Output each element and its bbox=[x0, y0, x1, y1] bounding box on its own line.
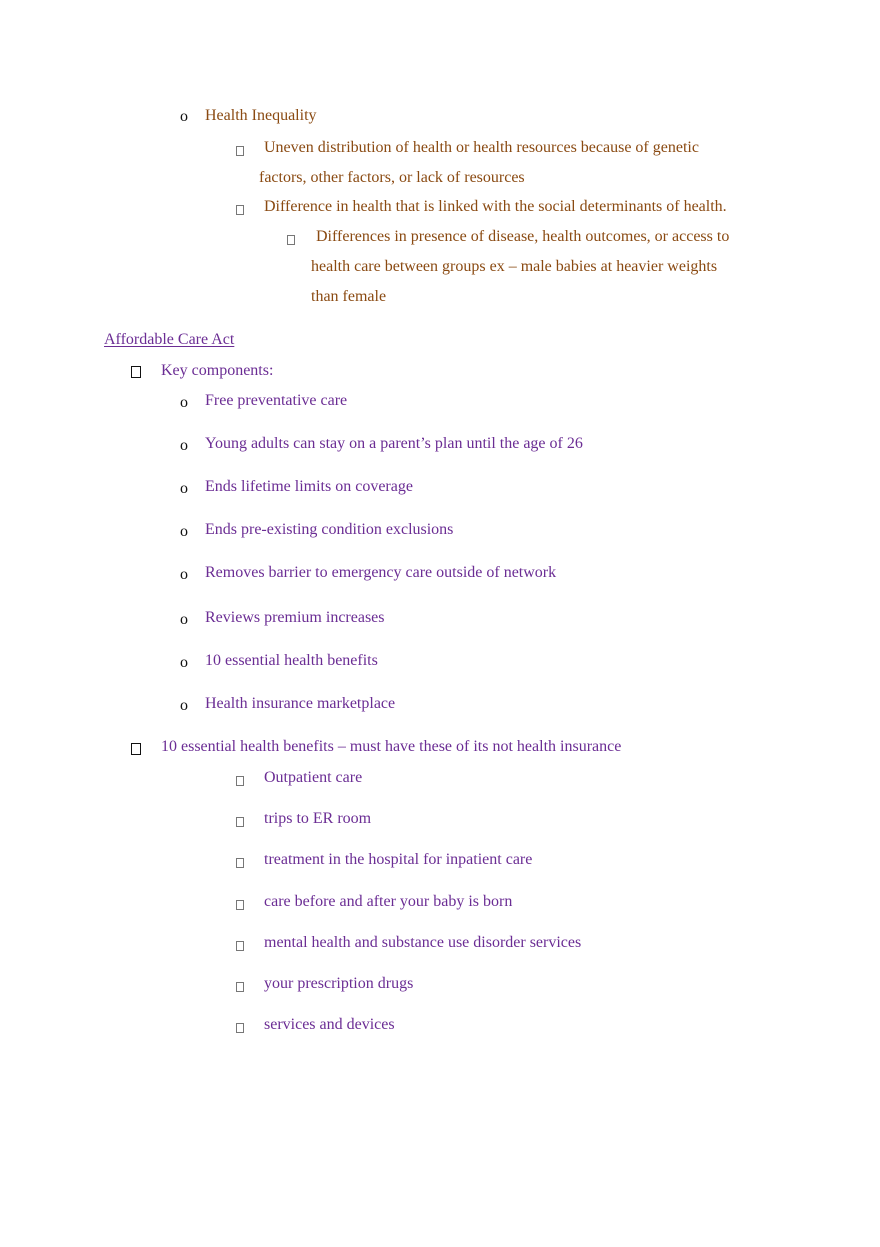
bullet-box-icon bbox=[131, 364, 141, 384]
bullet-marker: o bbox=[180, 394, 188, 411]
bullet-marker: o bbox=[180, 437, 188, 454]
bullet-marker: o bbox=[180, 480, 188, 497]
bullet-box-icon bbox=[236, 142, 244, 162]
benefit-item: mental health and substance use disorder services bbox=[264, 934, 582, 951]
inequality-item-2: Difference in health that is linked with the social determinants of health. bbox=[264, 198, 727, 215]
component-item: Ends pre-existing condition exclusions bbox=[205, 521, 454, 538]
inequality-subitem-line-2: health care between groups ex – male babies at heavier weights bbox=[311, 258, 718, 275]
bullet-box-icon bbox=[236, 896, 244, 916]
key-components-label: Key components: bbox=[161, 362, 274, 379]
inequality-item-1-line-1: Uneven distribution of health or health resources because of genetic bbox=[264, 139, 699, 156]
bullet-box-icon bbox=[236, 978, 244, 998]
component-item: Ends lifetime limits on coverage bbox=[205, 478, 413, 495]
bullet-box-icon bbox=[236, 854, 244, 874]
inequality-subitem-line-3: than female bbox=[311, 288, 387, 305]
bullet-marker: o bbox=[180, 611, 188, 628]
inequality-subitem-line-1: Differences in presence of disease, health outcomes, or access to bbox=[316, 228, 730, 245]
bullet-box-icon bbox=[236, 813, 244, 833]
component-item: Reviews premium increases bbox=[205, 609, 385, 626]
bullet-box-icon bbox=[236, 1019, 244, 1039]
component-item: Young adults can stay on a parent’s plan until the age of 26 bbox=[205, 435, 583, 452]
bullet-marker: o bbox=[180, 523, 188, 540]
inequality-title: Health Inequality bbox=[205, 107, 317, 124]
bullet-box-icon bbox=[236, 772, 244, 792]
benefit-item: treatment in the hospital for inpatient care bbox=[264, 851, 533, 868]
component-item: Health insurance marketplace bbox=[205, 695, 396, 712]
component-item: Removes barrier to emergency care outside of network bbox=[205, 564, 557, 581]
inequality-item-1-line-2: factors, other factors, or lack of resources bbox=[259, 169, 525, 186]
aca-heading: Affordable Care Act bbox=[104, 331, 235, 348]
benefit-item: care before and after your baby is born bbox=[264, 893, 513, 910]
bullet-box-icon bbox=[287, 231, 295, 251]
benefit-item: your prescription drugs bbox=[264, 975, 414, 992]
component-item: 10 essential health benefits bbox=[205, 652, 378, 669]
benefit-item: services and devices bbox=[264, 1016, 395, 1033]
benefits-label: 10 essential health benefits – must have these of its not health insurance bbox=[161, 738, 622, 755]
benefit-item: trips to ER room bbox=[264, 810, 372, 827]
bullet-marker: o bbox=[180, 654, 188, 671]
benefit-item: Outpatient care bbox=[264, 769, 363, 786]
bullet-marker: o bbox=[180, 697, 188, 714]
bullet-box-icon bbox=[236, 937, 244, 957]
bullet-box-icon bbox=[131, 741, 141, 761]
bullet-box-icon bbox=[236, 201, 244, 221]
bullet-marker: o bbox=[180, 108, 188, 125]
component-item: Free preventative care bbox=[205, 392, 348, 409]
bullet-marker: o bbox=[180, 566, 188, 583]
